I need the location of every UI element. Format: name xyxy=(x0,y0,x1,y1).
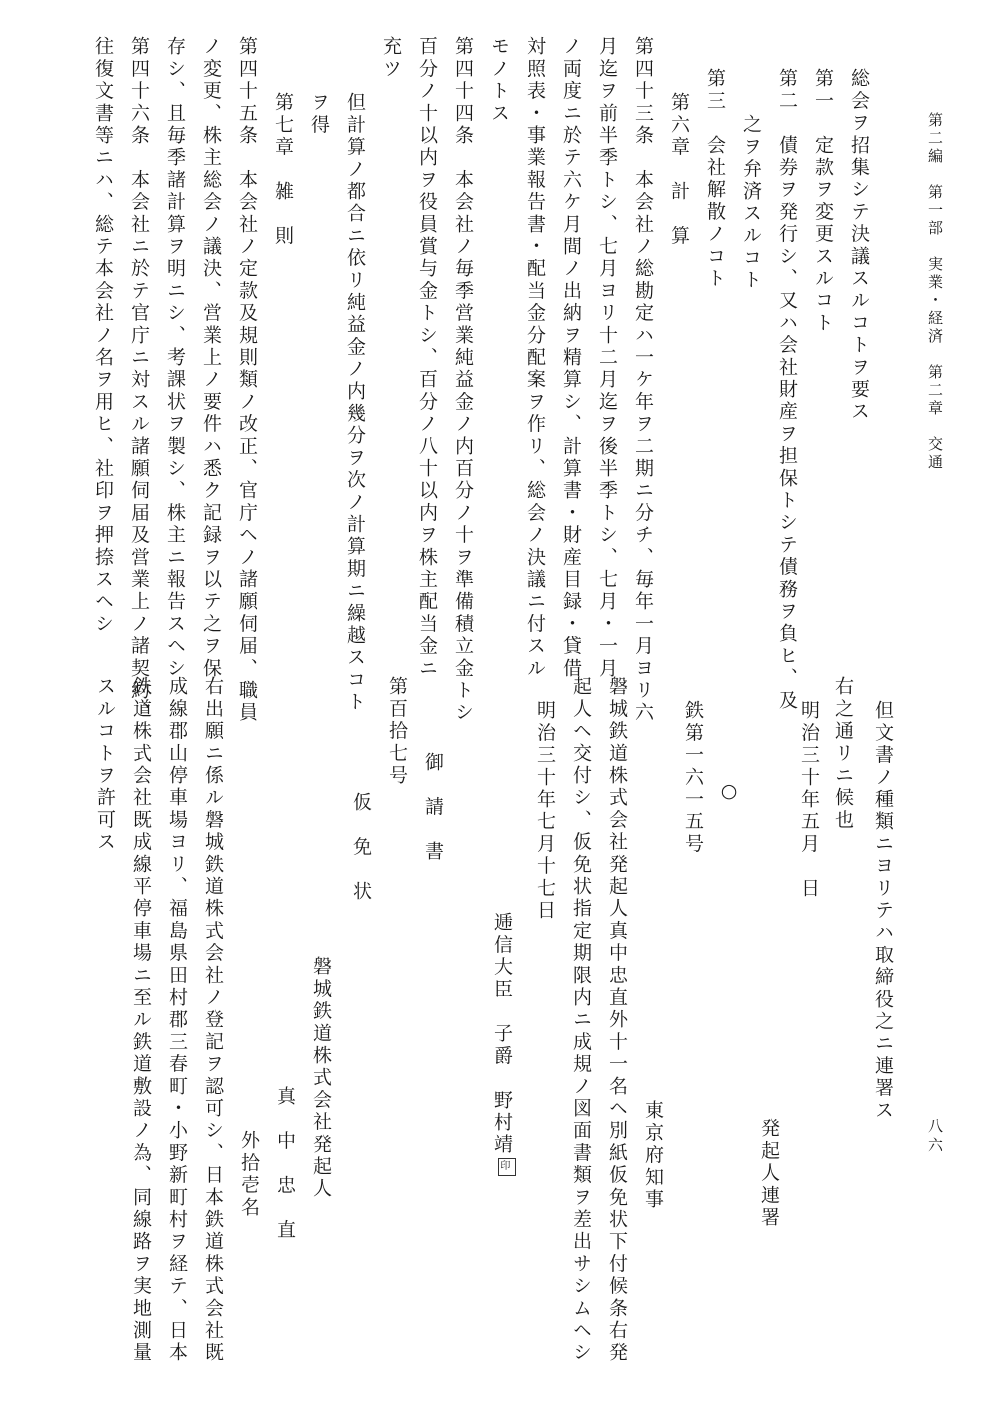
page-number: 八六 xyxy=(926,1118,944,1156)
text-line: 百分ノ十以内ヲ役員賞与金トシ、百分ノ八十以内ヲ株主配当金ニ xyxy=(416,36,438,680)
text-line: 但文書ノ種類ニヨリテハ取締役之ニ連署ス xyxy=(872,700,894,1122)
text-line: 第二 債券ヲ発行シ、又ハ会社財産ヲ担保トシテ債務ヲ負ヒ、及 xyxy=(776,68,798,712)
document-number: 鉄第一六一五号 xyxy=(682,700,704,856)
addressee: 東京府知事 xyxy=(642,1100,664,1211)
text-line: ノ変更、株主総会ノ議決、営業上ノ要件ハ悉ク記録ヲ以テ之ヲ保 xyxy=(200,36,222,680)
promoters-signature: 発起人連署 xyxy=(758,1118,780,1229)
promoter-name: 真 中 忠 直 xyxy=(274,1086,296,1242)
text-line: スルコトヲ許可ス xyxy=(94,676,116,854)
article-45: 第四十五条 本会社ノ定款及規則類ノ改正、官庁ヘノ諸願伺届、職員 xyxy=(236,36,258,725)
request-title: 御 請 書 xyxy=(422,752,444,863)
text-line: 第三 会社解散ノコト xyxy=(704,68,726,290)
running-header: 第二編 第一部 実業・経済 第二章 交通 xyxy=(926,112,944,472)
chapter-heading: 第七章 雑 則 xyxy=(272,92,294,248)
text-line: 起人ヘ交付シ、仮免状指定期限内ニ成規ノ図面書類ヲ差出サシムヘシ xyxy=(570,676,592,1365)
license-number: 第百拾七号 xyxy=(386,676,408,787)
text-line: 総会ヲ招集シテ決議スルコトヲ要ス xyxy=(848,68,870,424)
text-line: 成線郡山停車場ヨリ、福島県田村郡三春町・小野新町村ヲ経テ、日本 xyxy=(166,676,188,1365)
chapter-heading: 第六章 計 算 xyxy=(668,92,690,248)
text-line: 往復文書等ニハ、総テ本会社ノ名ヲ用ヒ、社印ヲ押捺スヘシ xyxy=(92,36,114,636)
minister-name: 逓信大臣 子爵 野村靖 xyxy=(491,912,513,1157)
text-line: 第一 定款ヲ変更スルコト xyxy=(812,68,834,335)
text-line: 右出願ニ係ル磐城鉄道株式会社ノ登記ヲ認可シ、日本鉄道株式会社既 xyxy=(202,676,224,1365)
text-line: 存シ、且毎季諸計算ヲ明ニシ、考課状ヲ製シ、株主ニ報告スヘシ xyxy=(164,36,186,680)
seal-stamp: 印 xyxy=(498,1158,516,1176)
text-line: 充ツ xyxy=(380,36,402,81)
text-line: 月迄ヲ前半季トシ、七月ヨリ十二月迄ヲ後半季トシ、七月・一月 xyxy=(596,36,618,680)
text-line: モノトス xyxy=(488,36,510,125)
circle-mark: ○ xyxy=(718,780,740,806)
text-line: 但計算ノ都合ニ依リ純益金ノ内幾分ヲ次ノ計算期ニ繰越スコト xyxy=(344,92,366,714)
text-line: 右之通リニ候也 xyxy=(832,676,854,832)
text-line: 鉄道株式会社既成線平停車場ニ至ル鉄道敷設ノ為、同線路ヲ実地測量 xyxy=(130,676,152,1365)
text-line: ノ両度ニ於テ六ケ月間ノ出納ヲ精算シ、計算書・財産目録・貸借 xyxy=(560,36,582,680)
date: 明治三十年七月十七日 xyxy=(534,700,556,922)
minister-signature xyxy=(492,912,516,1176)
license-title: 仮 免 状 xyxy=(350,792,372,903)
date: 明治三十年五月 日 xyxy=(798,700,820,900)
text-line: 磐城鉄道株式会社発起人真中忠直外十一名ヘ別紙仮免状下付候条右発 xyxy=(606,676,628,1365)
article-44: 第四十四条 本会社ノ毎季営業純益金ノ内百分ノ十ヲ準備積立金トシ xyxy=(452,36,474,725)
text-line: 対照表・事業報告書・配当金分配案ヲ作リ、総会ノ決議ニ付スル xyxy=(524,36,546,680)
others-count: 外拾壱名 xyxy=(238,1130,260,1219)
text-line: ヲ得 xyxy=(308,92,330,137)
article-43: 第四十三条 本会社ノ総勘定ハ一ケ年ヲ二期ニ分チ、毎年一月ヨリ六 xyxy=(632,36,654,725)
text-line: 之ヲ弁済スルコト xyxy=(740,114,762,292)
company-promoter: 磐城鉄道株式会社発起人 xyxy=(310,956,332,1201)
article-46: 第四十六条 本会社ニ於テ官庁ニ対スル諸願伺届及営業上ノ諸契約、 xyxy=(128,36,150,725)
